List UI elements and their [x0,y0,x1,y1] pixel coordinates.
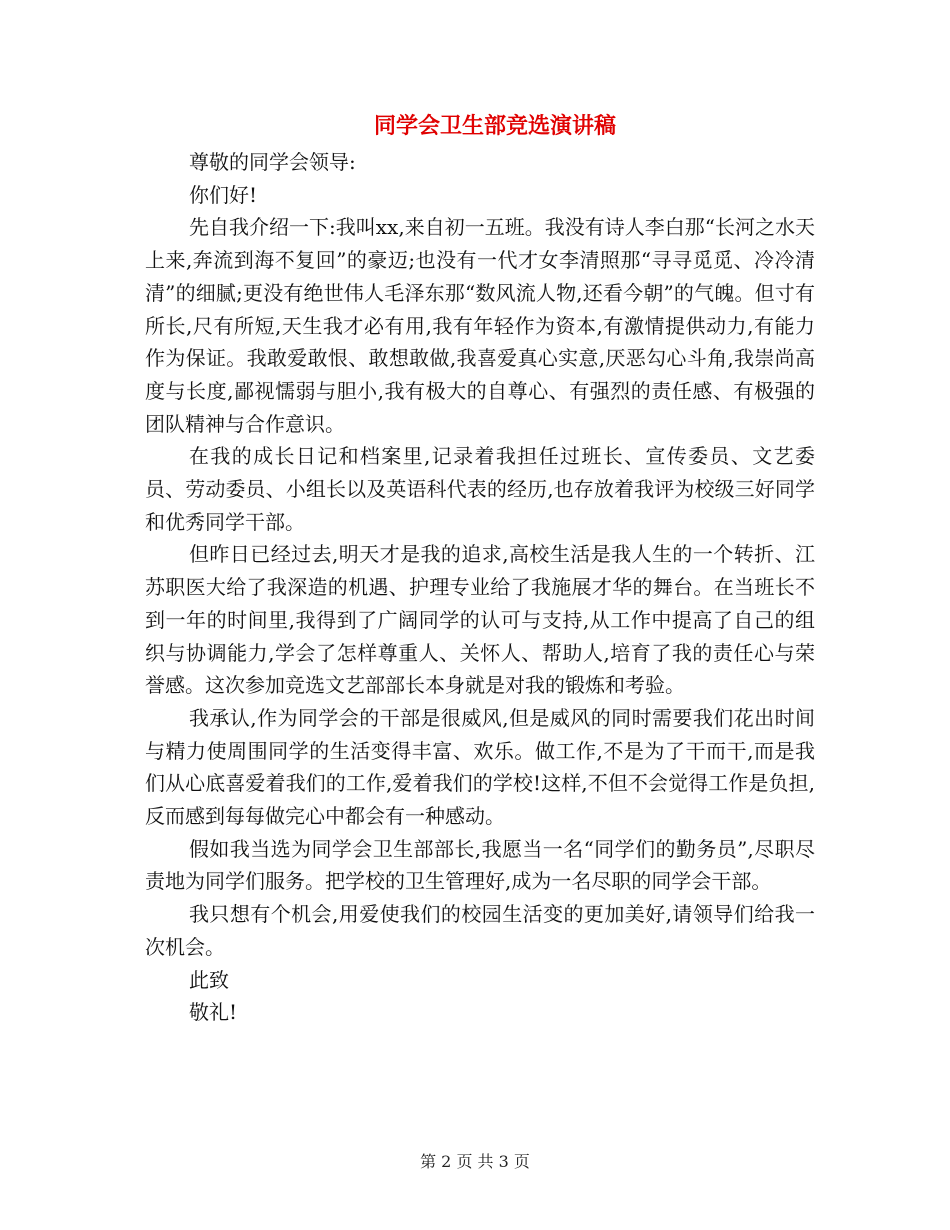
document-title: 同学会卫生部竞选演讲稿 [373,113,616,139]
salutation: 尊敬的同学会领导: [189,150,356,174]
page-number-footer: 第 2 页 共 3 页 [420,1152,530,1171]
closing-jingli: 敬礼! [189,1000,238,1025]
greeting: 你们好! [189,182,258,207]
paragraph-commitment: 我承认,作为同学会的干部是很威风,但是威风的同时需要我们花出时间与精力使周围同学的生活变得丰富、欢乐。做工作,不是为了干而干,而是我们从心底喜爱着我们的工作,爱着我们的学校!这样,不但不会觉得工作是负担,反而感到每每做完心中都会有一种感动。 [145,705,815,829]
paragraph-pledge: 假如我当选为同学会卫生部部长,我愿当一名“同学们的勤务员”,尽职尽责地为同学们服务。把学校的卫生管理好,成为一名尽职的同学会干部。 [145,836,815,894]
paragraph-experience: 在我的成长日记和档案里,记录着我担任过班长、宣传委员、文艺委员、劳动委员、小组长以及英语科代表的经历,也存放着我评为校级三好同学和优秀同学干部。 [145,444,815,534]
paragraph-growth: 但昨日已经过去,明天才是我的追求,高校生活是我人生的一个转折、江苏职医大给了我深造的机遇、护理专业给了我施展才华的舞台。在当班长不到一年的时间里,我得到了广阔同学的认可与支持,从工作中提高了自己的组织与协调能力,学会了怎样尊重人、关怀人、帮助人,培育了我的责任心与荣誉感。这次参加竞选文艺部部长本身就是对我的锻炼和考验。 [145,542,815,698]
closing-cizhi: 此致 [189,967,229,992]
document-body [145,146,815,1029]
paragraph-request: 我只想有个机会,用爱使我们的校园生活变的更加美好,请领导们给我一次机会。 [145,902,815,959]
paragraph-self-introduction: 先自我介绍一下:我叫xx,来自初一五班。我没有诗人李白那“长河之水天上来,奔流到海不复回”的豪迈;也没有一代才女李清照那“寻寻觅觅、冷冷清清”的细腻;更没有绝世伟人毛泽东那“数风流人物,还看今朝”的气魄。但寸有所长,尺有所短,天生我才必有用,我有年轻作为资本,有激情提供动力,有能力作为保证。我敢爱敢恨、敢想敢做,我喜爱真心实意,厌恶勾心斗角,我崇尚高度与长度,鄙视懦弱与胆小,我有极大的自尊心、有强烈的责任感、有极强的团队精神与合作意识。 [145,215,815,436]
